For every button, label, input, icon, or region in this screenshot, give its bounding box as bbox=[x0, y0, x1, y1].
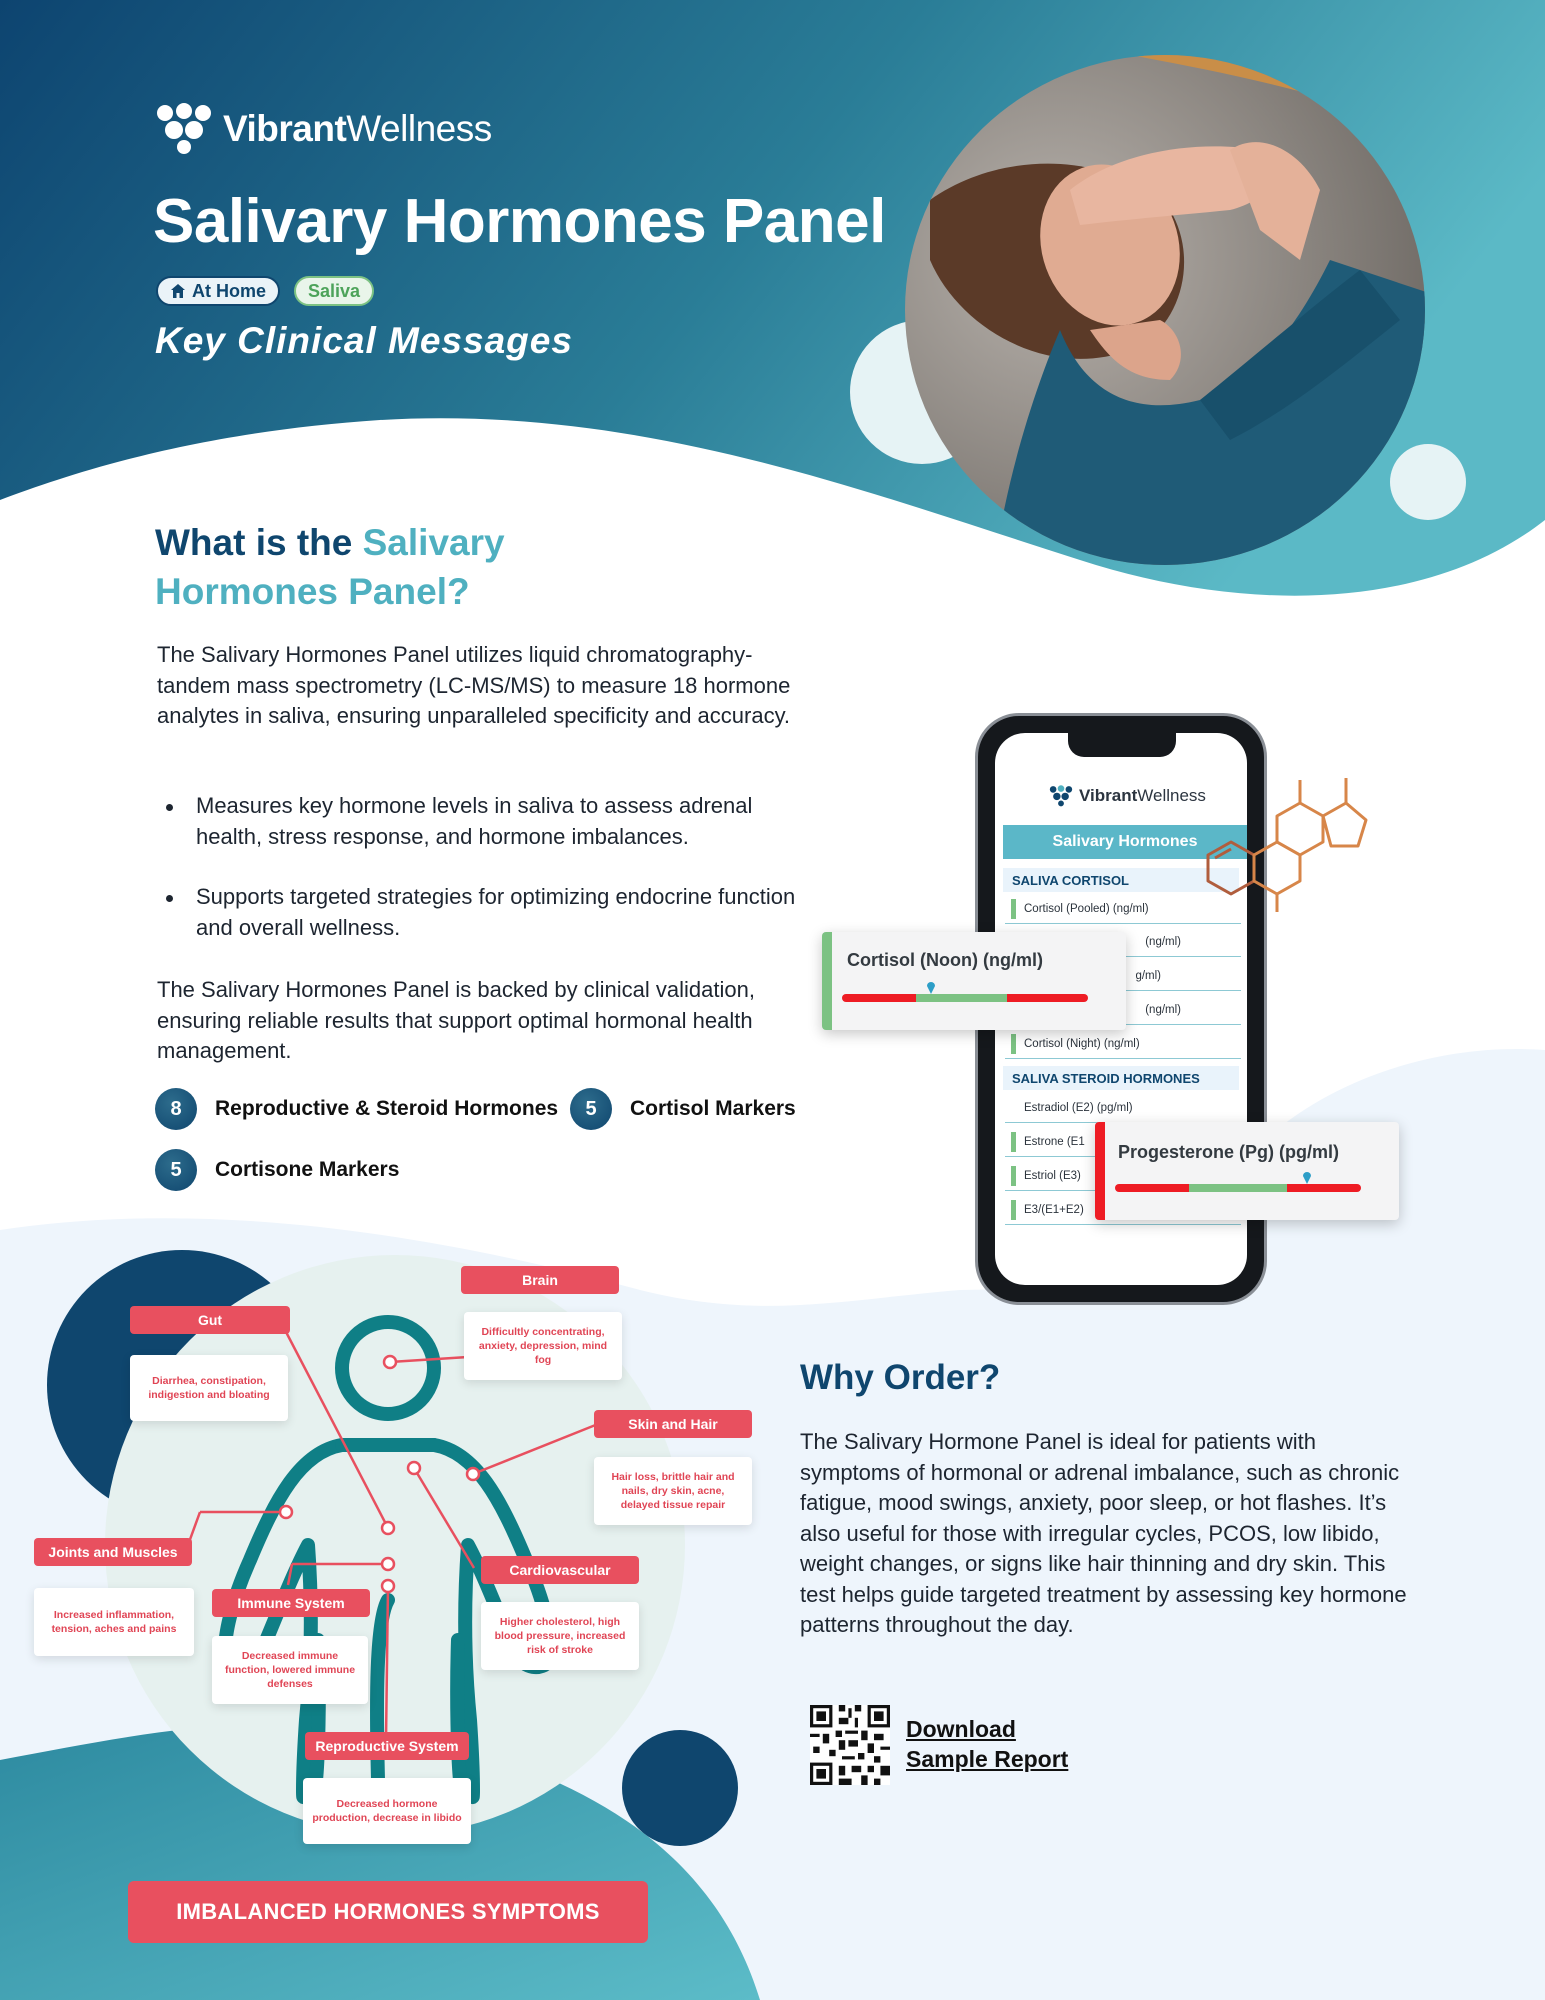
popup-accent-bar bbox=[1095, 1122, 1105, 1220]
phone-row bbox=[1005, 1093, 1241, 1123]
stat-label: Reproductive & Steroid Hormones bbox=[215, 1097, 559, 1120]
phone-row-label: Estradiol (E2) (pg/ml) bbox=[1024, 1101, 1133, 1114]
phone-section-cortisol: SALIVA CORTISOL bbox=[1003, 868, 1239, 892]
benefit-item: Measures key hormone levels in saliva to assess adrenal health, stress response, and hormone imbalances. bbox=[157, 791, 797, 852]
stat-cortisol bbox=[570, 1088, 796, 1130]
phone-logo-light: Wellness bbox=[1137, 786, 1206, 805]
stat-cortisone bbox=[155, 1149, 399, 1191]
page-subtitle: Key Clinical Messages bbox=[155, 320, 573, 361]
connector-dot bbox=[467, 1468, 479, 1480]
cortisol-range-bar bbox=[842, 994, 1088, 1002]
connector-dot bbox=[382, 1580, 394, 1592]
home-icon bbox=[170, 283, 186, 299]
what-is-heading bbox=[155, 518, 575, 616]
stat-number: 5 bbox=[155, 1149, 197, 1191]
progesterone-popup-title: Progesterone (Pg) (pg/ml) bbox=[1118, 1142, 1340, 1162]
symptom-brain-text: Difficultly concentrating, anxiety, depression, mind fog bbox=[464, 1312, 622, 1380]
phone-notch bbox=[1068, 733, 1176, 757]
stat-number: 5 bbox=[570, 1088, 612, 1130]
popup-accent-bar bbox=[822, 932, 832, 1030]
saliva-label: Saliva bbox=[308, 280, 361, 301]
qr-code-icon[interactable] bbox=[810, 1705, 890, 1785]
why-order-heading: Why Order? bbox=[800, 1358, 1001, 1397]
progesterone-marker-icon bbox=[1302, 1170, 1312, 1184]
connector-dot bbox=[382, 1522, 394, 1534]
saliva-badge bbox=[294, 276, 374, 306]
vibrant-logo-icon bbox=[1049, 785, 1073, 807]
symptom-joints-text: Increased inflammation, tension, aches and pains bbox=[34, 1588, 194, 1656]
stat-reproductive bbox=[155, 1088, 558, 1130]
sample-type-badges bbox=[156, 276, 374, 306]
brand-name-bold: Vibrant bbox=[223, 108, 347, 149]
download-line-1: Download bbox=[906, 1716, 1016, 1742]
phone-row bbox=[1005, 1029, 1241, 1059]
imbalanced-hormones-symptoms-button[interactable]: IMBALANCED HORMONES SYMPTOMS bbox=[128, 1881, 648, 1943]
download-line-2: Sample Report bbox=[906, 1746, 1069, 1772]
at-home-badge bbox=[156, 276, 280, 306]
symptom-gut-text: Diarrhea, constipation, indigestion and bloating bbox=[130, 1355, 288, 1421]
symptom-brain-title: Brain bbox=[461, 1266, 619, 1294]
intro-paragraph: The Salivary Hormones Panel utilizes liquid chromatography-tandem mass spectrometry (LC-MS/MS) to measure 18 hormone analytes in saliva, ensuring unparalleled specificity and accuracy. bbox=[157, 642, 791, 728]
benefit-list bbox=[157, 791, 797, 973]
stat-number: 8 bbox=[155, 1088, 197, 1130]
phone-row-label: Estriol (E3) bbox=[1024, 1169, 1081, 1182]
what-heading-accent: Salivary Hormones Panel? bbox=[155, 522, 505, 612]
what-heading-main: What is the bbox=[155, 522, 363, 563]
cortisol-marker-icon bbox=[926, 980, 936, 994]
download-sample-report-link[interactable] bbox=[906, 1714, 1068, 1774]
phone-row-label: Estrone (E1 bbox=[1024, 1135, 1085, 1148]
brand-name-light: Wellness bbox=[346, 108, 492, 149]
symptom-cardio-text: Higher cholesterol, high blood pressure, increased risk of stroke bbox=[481, 1602, 639, 1670]
symptom-skin-text: Hair loss, brittle hair and nails, dry skin, acne, delayed tissue repair bbox=[594, 1457, 752, 1525]
symptom-gut-title: Gut bbox=[130, 1306, 290, 1334]
symptom-joints-title: Joints and Muscles bbox=[34, 1538, 192, 1566]
phone-row-label: E3/(E1+E2) bbox=[1024, 1203, 1084, 1216]
symptom-skin-title: Skin and Hair bbox=[594, 1410, 752, 1438]
connector-dot bbox=[408, 1462, 420, 1474]
benefit-item: Supports targeted strategies for optimizing endocrine function and overall wellness. bbox=[157, 882, 797, 943]
symptom-cardio-title: Cardiovascular bbox=[481, 1556, 639, 1584]
steroid-molecule-icon bbox=[1183, 760, 1393, 930]
phone-row-label: g/ml) bbox=[1135, 969, 1161, 982]
page-title: Salivary Hormones Panel bbox=[153, 187, 886, 256]
brand-logo bbox=[155, 103, 492, 155]
phone-panel-title: Salivary Hormones bbox=[1003, 825, 1247, 859]
phone-row-label: Cortisol (Night) (ng/ml) bbox=[1024, 1037, 1140, 1050]
symptom-repro-title: Reproductive System bbox=[305, 1732, 469, 1760]
why-order-paragraph: The Salivary Hormone Panel is ideal for patients with symptoms of hormonal or adrenal imbalance, such as chronic fatigue, mood swings, anxiety, poor sleep, or hot flashes. It’s also useful for those with irregular cycles, PCOS, low libido, weight changes, or signs like hair thinning and dry skin. This test helps guide targeted treatment by assessing key hormone patterns throughout the day. bbox=[800, 1429, 1407, 1637]
connector-dot bbox=[382, 1558, 394, 1570]
connector-dot bbox=[384, 1356, 396, 1368]
progesterone-popup bbox=[1095, 1122, 1399, 1220]
stat-label: Cortisone Markers bbox=[215, 1158, 400, 1181]
phone-row-label: (ng/ml) bbox=[1145, 935, 1181, 948]
phone-section-steroid: SALIVA STEROID HORMONES bbox=[1003, 1066, 1239, 1090]
cortisol-popup-title: Cortisol (Noon) (ng/ml) bbox=[847, 950, 1043, 970]
progesterone-range-bar bbox=[1115, 1184, 1361, 1192]
phone-row-label: Cortisol (Pooled) (ng/ml) bbox=[1024, 902, 1149, 915]
cortisol-noon-popup bbox=[822, 932, 1126, 1030]
phone-row-label: (ng/ml) bbox=[1145, 1003, 1181, 1016]
stat-label: Cortisol Markers bbox=[630, 1097, 796, 1120]
at-home-label: At Home bbox=[192, 280, 267, 301]
connector-dot bbox=[280, 1506, 292, 1518]
phone-logo-bold: Vibrant bbox=[1079, 786, 1138, 805]
symptom-immune-title: Immune System bbox=[212, 1589, 370, 1617]
symptom-immune-text: Decreased immune function, lowered immune defenses bbox=[212, 1636, 368, 1704]
vibrant-logo-icon bbox=[155, 103, 213, 155]
validation-paragraph: The Salivary Hormones Panel is backed by clinical validation, ensuring reliable results that support optimal hormonal health management. bbox=[157, 977, 755, 1063]
symptom-repro-text: Decreased hormone production, decrease in libido bbox=[303, 1778, 471, 1844]
